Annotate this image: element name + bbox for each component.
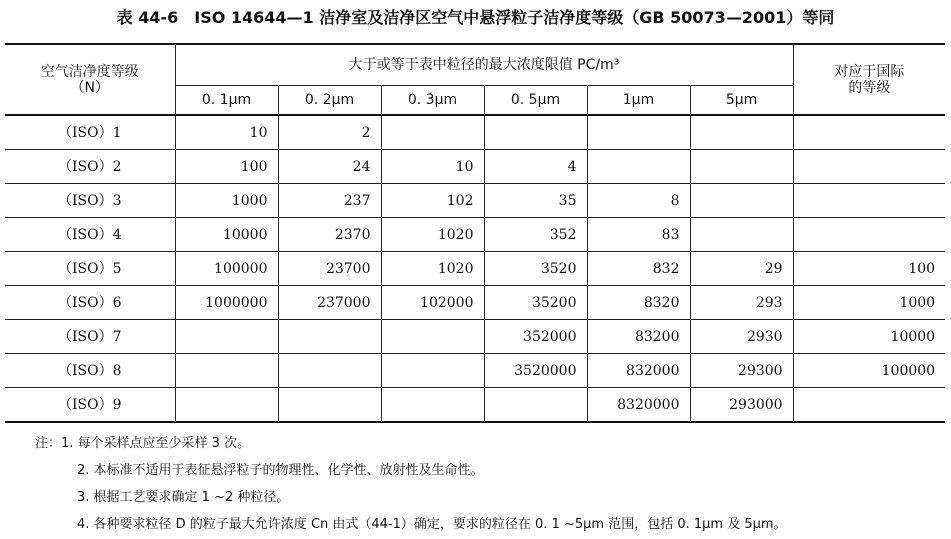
concentration-cell: 29 <box>690 252 793 286</box>
concentration-cell: 8 <box>587 184 690 218</box>
grade-header-line-2: （N） <box>70 79 109 96</box>
table-row <box>5 252 945 286</box>
grade-cell: （ISO）5 <box>5 252 175 286</box>
particle-size-header: 1μm <box>587 86 690 116</box>
particle-size-header: 0. 5μm <box>484 86 587 116</box>
concentration-cell: 23700 <box>278 252 381 286</box>
particle-size-header: 0. 1μm <box>175 86 278 116</box>
concentration-cell <box>484 388 587 423</box>
concentration-cell: 237000 <box>278 286 381 320</box>
concentration-cell: 1020 <box>381 252 484 286</box>
concentration-cell <box>278 354 381 388</box>
concentration-cell: 35200 <box>484 286 587 320</box>
limit-header: 大于或等于表中粒径的最大浓度限值 PC/m³ <box>175 44 793 86</box>
iso-header <box>793 44 945 115</box>
concentration-cell <box>381 115 484 150</box>
concentration-cell: 10000 <box>175 218 278 252</box>
iso-equivalent-cell <box>793 115 945 150</box>
table-row <box>5 115 945 150</box>
grade-cell: （ISO）9 <box>5 388 175 423</box>
particle-size-header: 5μm <box>690 86 793 116</box>
iso-equivalent-cell: 10000 <box>793 320 945 354</box>
concentration-cell: 35 <box>484 184 587 218</box>
note-item: 2. 本标准不适用于表征悬浮粒子的物理性、化学性、放射性及生命性。 <box>77 463 484 478</box>
note-item: 3. 根据工艺要求确定 1 ~2 种粒径。 <box>77 490 290 505</box>
grade-cell: （ISO）3 <box>5 184 175 218</box>
concentration-cell: 1020 <box>381 218 484 252</box>
iso-equivalent-cell <box>793 150 945 184</box>
table-row <box>5 150 945 184</box>
concentration-cell: 832 <box>587 252 690 286</box>
concentration-cell: 8320 <box>587 286 690 320</box>
concentration-cell <box>175 354 278 388</box>
grade-cell: （ISO）2 <box>5 150 175 184</box>
table-row <box>5 184 945 218</box>
iso-equivalent-cell: 1000 <box>793 286 945 320</box>
concentration-cell: 832000 <box>587 354 690 388</box>
concentration-cell: 8320000 <box>587 388 690 423</box>
concentration-cell: 83 <box>587 218 690 252</box>
concentration-cell: 2370 <box>278 218 381 252</box>
concentration-cell: 83200 <box>587 320 690 354</box>
grade-cell: （ISO）6 <box>5 286 175 320</box>
concentration-cell <box>381 388 484 423</box>
concentration-cell: 1000 <box>175 184 278 218</box>
particle-size-header: 0. 3μm <box>381 86 484 116</box>
concentration-cell: 24 <box>278 150 381 184</box>
concentration-cell: 4 <box>484 150 587 184</box>
grade-header <box>5 44 175 115</box>
iso-equivalent-cell <box>793 218 945 252</box>
table-row <box>5 218 945 252</box>
concentration-cell: 2930 <box>690 320 793 354</box>
concentration-cell <box>690 150 793 184</box>
table-row <box>5 286 945 320</box>
table-row <box>5 320 945 354</box>
concentration-cell: 100 <box>175 150 278 184</box>
concentration-cell: 293000 <box>690 388 793 423</box>
concentration-cell <box>484 115 587 150</box>
header-row-1 <box>5 44 945 86</box>
concentration-cell: 237 <box>278 184 381 218</box>
concentration-cell: 10 <box>175 115 278 150</box>
concentration-cell: 3520000 <box>484 354 587 388</box>
concentration-cell: 100000 <box>175 252 278 286</box>
cleanliness-grade-table <box>5 43 945 423</box>
concentration-cell: 10 <box>381 150 484 184</box>
concentration-cell <box>175 388 278 423</box>
concentration-cell: 352 <box>484 218 587 252</box>
note-item: 注：1. 每个采样点应至少采样 3 次。 <box>35 436 251 451</box>
concentration-cell: 102000 <box>381 286 484 320</box>
concentration-cell: 102 <box>381 184 484 218</box>
notes-section <box>35 430 945 538</box>
concentration-cell <box>278 388 381 423</box>
concentration-cell <box>381 354 484 388</box>
concentration-cell <box>587 115 690 150</box>
table-title: 表 44-6 ISO 14644—1 洁净室及洁净区空气中悬浮粒子洁净度等级（GB 50073—2001）等同 <box>116 8 835 27</box>
concentration-cell: 352000 <box>484 320 587 354</box>
concentration-cell: 293 <box>690 286 793 320</box>
iso-equivalent-cell: 100000 <box>793 354 945 388</box>
concentration-cell: 1000000 <box>175 286 278 320</box>
concentration-cell: 29300 <box>690 354 793 388</box>
concentration-cell <box>278 320 381 354</box>
concentration-cell <box>690 184 793 218</box>
grade-header-line-1: 空气洁净度等级 <box>40 63 139 80</box>
concentration-cell <box>175 320 278 354</box>
iso-header-line-1: 对应于国际 <box>834 63 905 80</box>
concentration-cell <box>587 150 690 184</box>
grade-cell: （ISO）4 <box>5 218 175 252</box>
iso-equivalent-cell: 100 <box>793 252 945 286</box>
table-row <box>5 388 945 423</box>
concentration-cell: 3520 <box>484 252 587 286</box>
iso-equivalent-cell <box>793 184 945 218</box>
table-body <box>5 115 945 422</box>
concentration-cell <box>690 218 793 252</box>
iso-header-line-2: 的等级 <box>848 79 891 96</box>
concentration-cell: 2 <box>278 115 381 150</box>
table-row <box>5 354 945 388</box>
particle-size-header: 0. 2μm <box>278 86 381 116</box>
concentration-cell <box>690 115 793 150</box>
concentration-cell <box>381 320 484 354</box>
grade-cell: （ISO）7 <box>5 320 175 354</box>
grade-cell: （ISO）1 <box>5 115 175 150</box>
grade-cell: （ISO）8 <box>5 354 175 388</box>
note-item: 4. 各种要求粒径 D 的粒子最大允许浓度 Cn 由式（44-1）确定，要求的粒径在 0. 1 ~5μm 范围，包括 0. 1μm 及 5μm。 <box>77 517 787 532</box>
iso-equivalent-cell <box>793 388 945 423</box>
